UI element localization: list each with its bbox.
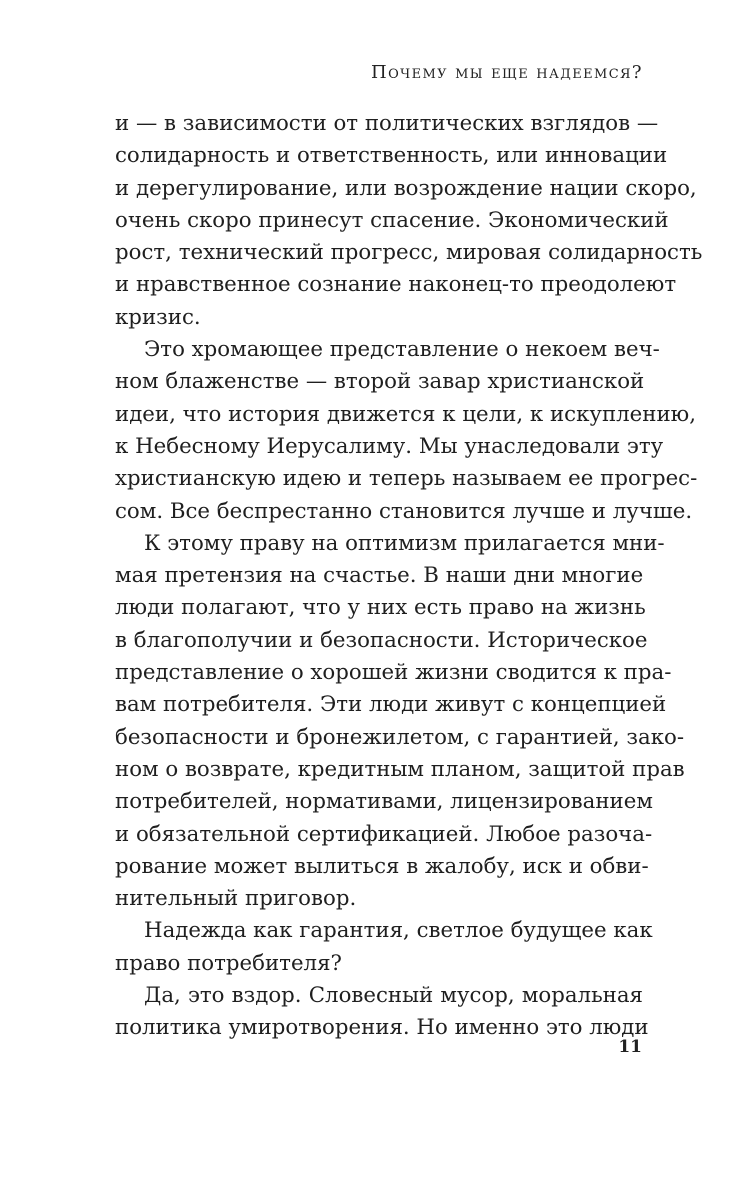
text-line: солидарность и ответственность, или инновации [115, 143, 668, 169]
text-line: ном о возврате, кредитным планом, защитой прав [115, 756, 685, 782]
text-line: К этому праву на оптимизм прилагается мни- [144, 530, 665, 556]
text-line: Надежда как гарантия, светлое будущее как [144, 918, 653, 944]
text-line: мая претензия на счастье. В наши дни многие [115, 563, 644, 589]
text-line: очень скоро принесут спасение. Экономический [115, 207, 669, 233]
text-line: политика умиротворения. Но именно это люди [115, 1015, 649, 1041]
text-line: идеи, что история движется к цели, к искуплению, [115, 401, 696, 427]
text-line: потребителей, нормативами, лицензированием [115, 789, 653, 815]
text-line: кризис. [115, 304, 201, 330]
page-number: 11 [618, 1037, 642, 1057]
text-line: в благополучии и безопасности. Историческое [115, 627, 648, 653]
text-line: рост, технический прогресс, мировая солидарность [115, 240, 703, 266]
text-line: нительный приговор. [115, 886, 357, 912]
text-line: и дерегулирование, или возрождение нации скоро, [115, 175, 697, 201]
text-line: рование может вылиться в жалобу, иск и обви- [115, 853, 649, 879]
text-line: ном блаженстве — второй завар христианской [115, 369, 645, 395]
text-line: и — в зависимости от политических взглядов — [115, 111, 659, 136]
text-line: право потребителя? [115, 950, 342, 976]
text-line: безопасности и бронежилетом, с гарантией, зако- [115, 724, 685, 750]
text-line: и нравственное сознание наконец-то преодолеют [115, 272, 677, 298]
text-line: Это хромающее представление о некоем веч- [144, 337, 660, 363]
text-line: люди полагают, что у них есть право на жизнь [115, 595, 646, 621]
text-line: Да, это вздор. Словесный мусор, моральная [144, 983, 643, 1009]
running-head: Почему мы еще надеемся? [370, 62, 643, 83]
text-line: представление о хорошей жизни сводится к пра- [115, 660, 672, 686]
text-line: вам потребителя. Эти люди живут с концепцией [115, 692, 667, 718]
text-line: и обязательной сертификацией. Любое разоча- [115, 821, 653, 847]
text-line: сом. Все беспрестанно становится лучше и лучше. [115, 498, 693, 524]
body-text [115, 108, 703, 1045]
text-line: христианскую идею и теперь называем ее прогрес- [115, 466, 698, 492]
text-line: к Небесному Иерусалиму. Мы унаследовали эту [115, 433, 664, 459]
